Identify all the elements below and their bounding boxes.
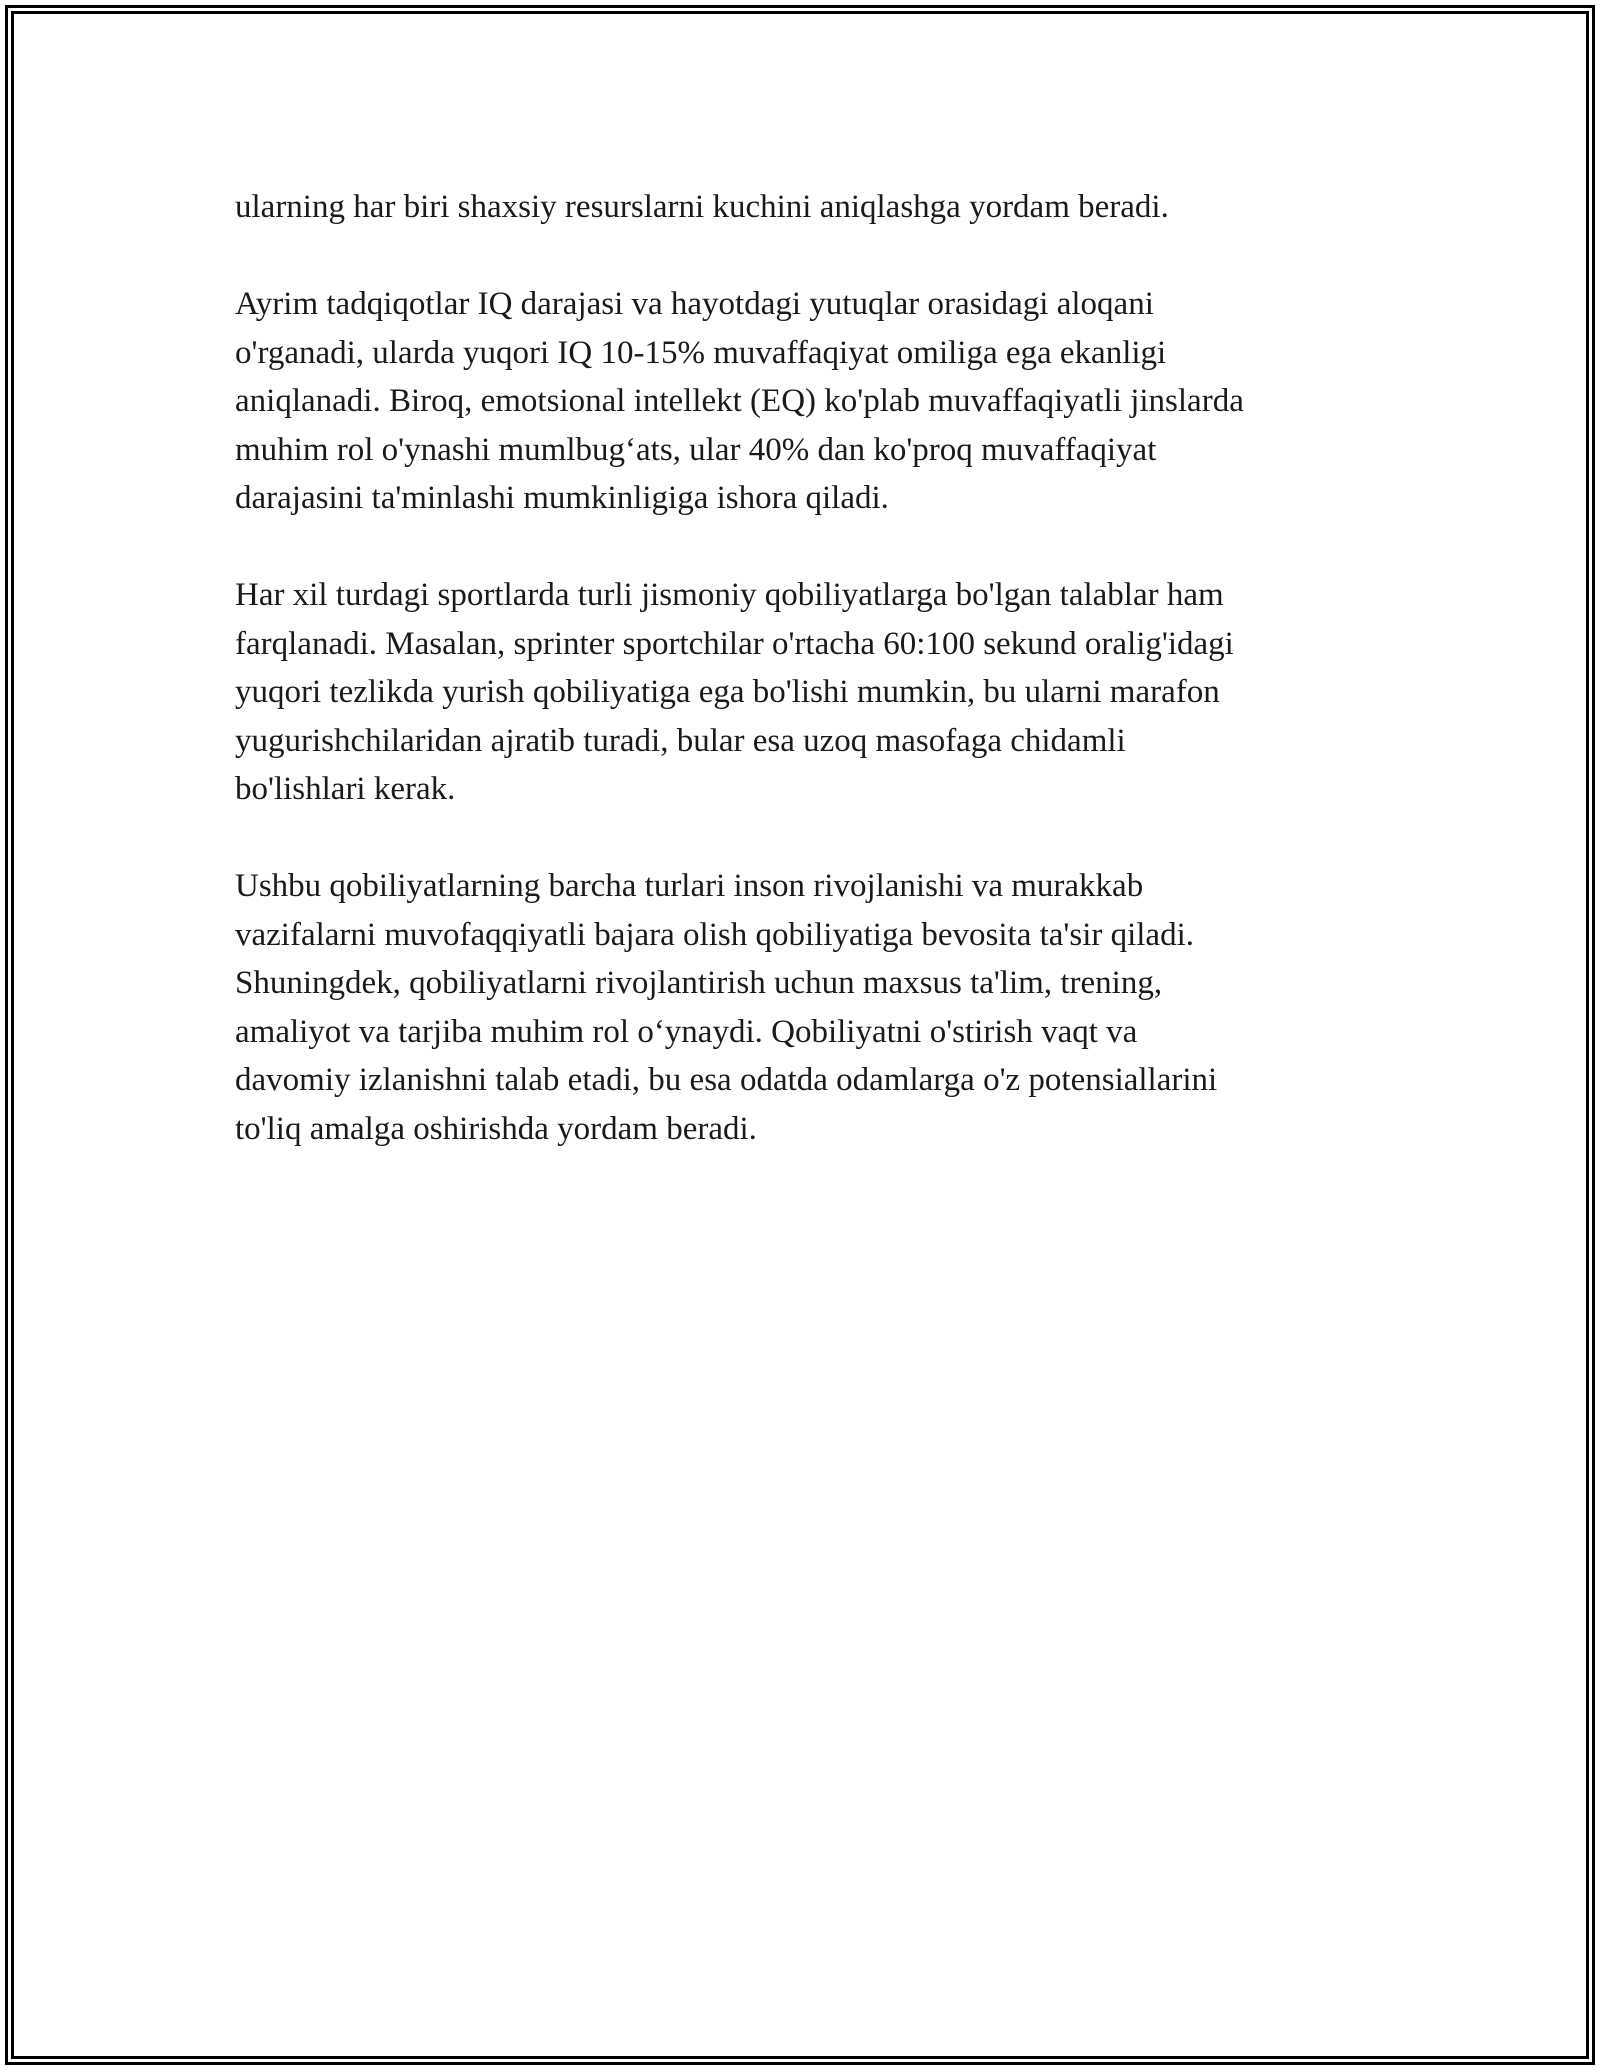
text-line: aniqlanadi. Biroq, emotsional intellekt (EQ) ko'plab muvaffaqiyatli jinslarda: [235, 383, 1244, 419]
text-line: Ayrim tadqiqotlar IQ darajasi va hayotdagi yutuqlar orasidagi aloqani: [235, 286, 1154, 322]
text-line: Shuningdek, qobiliyatlarni rivojlantirish uchun maxsus ta'lim, trening,: [235, 965, 1163, 1001]
text-line: darajasini ta'minlashi mumkinligiga ishora qiladi.: [235, 480, 889, 516]
text-line: Ushbu qobiliyatlarning barcha turlari inson rivojlanishi va murakkab: [235, 868, 1144, 904]
paragraph-1: [235, 183, 1395, 232]
text-line: amaliyot va tarjiba muhim rol o‘ynaydi. Qobiliyatni o'stirish vaqt va: [235, 1013, 1138, 1050]
text-line: bo'lishlari kerak.: [235, 771, 456, 807]
text-line: davomiy izlanishni talab etadi, bu esa odatda odamlarga o'z potensiallarini: [235, 1062, 1218, 1098]
text-line: farqlanadi. Masalan, sprinter sportchilar o'rtacha 60:100 sekund oralig'idagi: [235, 625, 1234, 662]
paragraph-3: [235, 571, 1395, 814]
text-line: ularning har biri shaxsiy resurslarni kuchini aniqlashga yordam beradi.: [235, 189, 1169, 225]
paragraph-2: [235, 280, 1395, 523]
text-line: muhim rol o'ynashi mumlbug‘ats, ular 40% dan ko'proq muvaffaqiyat: [235, 431, 1157, 468]
document-body: [235, 183, 1395, 1202]
paragraph-4: [235, 862, 1395, 1153]
text-line: vazifalarni muvofaqqiyatli bajara olish qobiliyatiga bevosita ta'sir qiladi.: [235, 916, 1194, 953]
text-line: yuqori tezlikda yurish qobiliyatiga ega bo'lishi mumkin, bu ularni marafon: [235, 674, 1220, 710]
text-line: Har xil turdagi sportlarda turli jismoniy qobiliyatlarga bo'lgan talablar ham: [235, 577, 1224, 613]
text-line: o'rganadi, ularda yuqori IQ 10-15% muvaffaqiyat omiliga ega ekanligi: [235, 334, 1167, 371]
text-line: to'liq amalga oshirishda yordam beradi.: [235, 1110, 757, 1147]
text-line: yugurishchilaridan ajratib turadi, bular esa uzoq masofaga chidamli: [235, 722, 1126, 759]
